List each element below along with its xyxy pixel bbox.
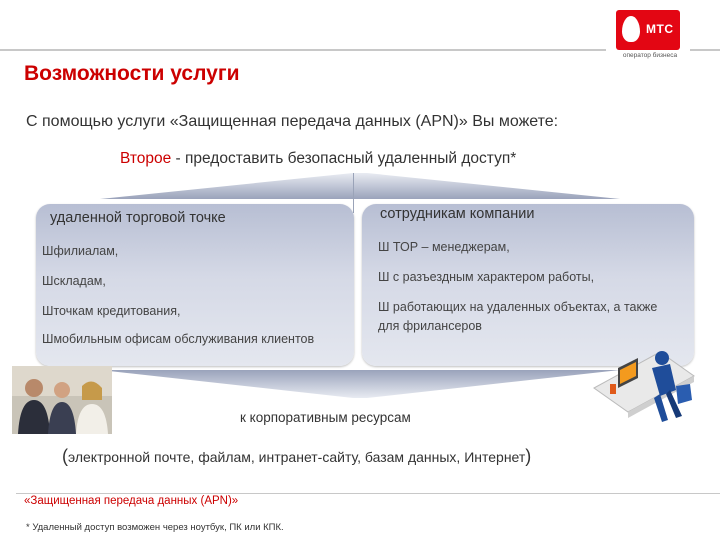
office-worker-illustration	[590, 328, 698, 430]
resources-list	[62, 446, 531, 467]
page-title: Возможности услуги	[24, 62, 240, 85]
bottom-funnel-arrow	[100, 370, 620, 398]
business-people-photo	[12, 366, 112, 434]
close-paren: )	[525, 446, 532, 466]
footer-service-name: «Защищенная передача данных (APN)»	[24, 495, 239, 507]
list-item: Шточкам кредитования,	[42, 304, 181, 318]
right-panel-heading: сотрудникам компании	[380, 206, 535, 222]
resources-text: электронной почте, файлам, интранет-сайту, базам данных, Интернет	[68, 449, 526, 465]
list-item: Шфилиалам,	[42, 244, 119, 258]
list-item: Ш ТОР – менеджерам,	[378, 240, 510, 254]
logo-subtitle: оператор бизнеса	[622, 52, 678, 59]
footer-divider	[16, 493, 720, 494]
intro-text: С помощью услуги «Защищенная передача данных (APN)» Вы можете:	[26, 113, 559, 130]
second-highlight: Второе	[120, 150, 172, 167]
list-item: Ш с разъездным характером работы,	[378, 270, 595, 284]
second-rest: - предоставить безопасный удаленный доступ*	[171, 150, 517, 167]
left-panel-heading: удаленной торговой точке	[50, 210, 226, 226]
egg-icon	[622, 16, 640, 42]
list-item: Шмобильным офисам обслуживания клиентов	[42, 332, 315, 346]
center-divider	[353, 173, 354, 213]
corporate-resources: к корпоративным ресурсам	[240, 410, 411, 425]
logo-name: МТС	[646, 22, 674, 36]
mts-logo	[606, 0, 690, 62]
list-item: Ш работающих на удаленных объектах, а также для фрилансеров	[378, 300, 658, 333]
header-divider	[0, 49, 606, 51]
list-item: Шскладам,	[42, 274, 106, 288]
footer-note: * Удаленный доступ возможен через ноутбук, ПК или КПК.	[26, 522, 284, 533]
logo-badge	[616, 10, 680, 50]
left-panel	[36, 204, 354, 366]
top-funnel-arrow	[100, 173, 620, 199]
open-paren: (	[62, 446, 68, 466]
header-divider-right	[690, 49, 720, 51]
second-point	[120, 150, 516, 168]
